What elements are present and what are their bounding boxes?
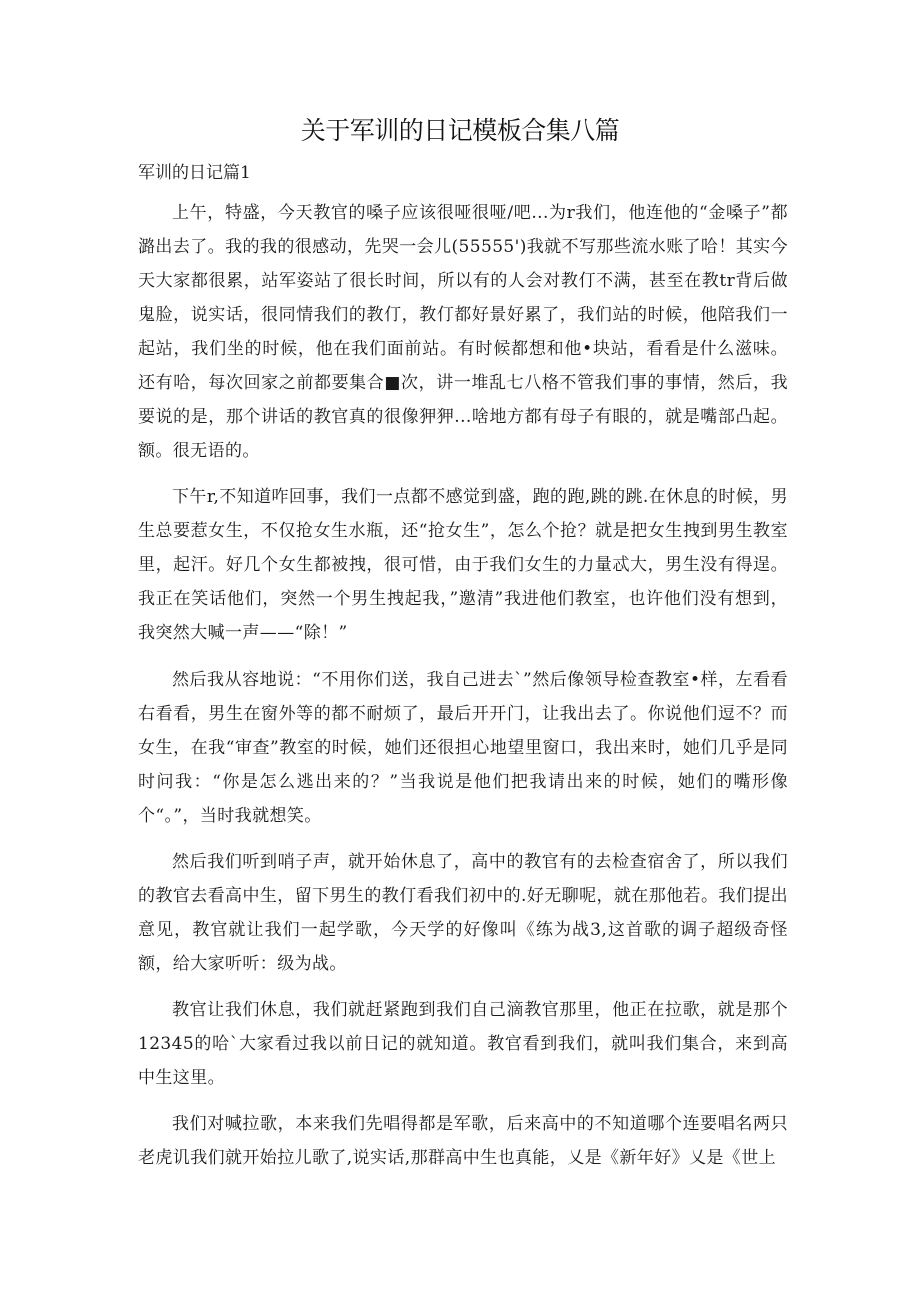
paragraph-5: 教官让我们休息，我们就赶紧跑到我们自己滴教官那里，他正在拉歌，就是那个12345的哈`大家看过我以前日记的就知道。教官看到我们，就叫我们集合，来到高中生这里。 [138,1000,788,1088]
paragraph-1: 上午，特盛，今天教官的嗓子应该很哑很哑/吧...为r我们，他连他的“金嗓子”都潞出去了。我的我的很感动，先哭一会儿(55555')我就不写那些流水账了哈！其实今天大家都很累，站军姿站了很长时间，所以有的人会对教仃不满，甚至在教tr背后做鬼脸，说实话，很同情我们的教仃，教仃都好景好累了，我们站的时候，他陪我们一起站，我们坐的时候，他在我们面前站。有时候都想和他•块站，看看是什么滋味。还有哈，每次回家之前都要集合■次，讲一堆乱七八格不管我们事的事情，然后，我要说的是，那个讲话的教官真的很像狎狎...啥地方都有母子有眼的，就是嘴部凸起。额。很无语的。 [138,203,788,461]
paragraph-2: 下午r,不知道咋回事，我们一点都不感觉到盛，跑的跑,跳的跳.在休息的时候，男生总要惹女生，不仅抢女生水瓶，还“抢女生”，怎么个抢？就是把女生拽到男生教室里，起汗。好几个女生都被拽，很可惜，由于我们女生的力量忒大，男生没有得逞。我正在笑话他们，突然一个男生拽起我，”邀清”我进他们教室，也许他们没有想到，我突然大喊一声——“除！” [138,487,788,643]
section-heading: 军训的日记篇1 [138,163,251,183]
document-title: 关于军训的日记模板合集八篇 [300,116,620,145]
paragraph-4: 然后我们听到哨子声，就开始休息了，高中的教官有的去检查宿舍了，所以我们的教官去看高中生，留下男生的教仃看我们初中的.好无聊呢，就在那他若。我们提出意见，教官就让我们一起学歌，今天学的好像叫《练为战3,这首歌的调子超级奇怪额，给大家听听：级为战。 [138,852,788,974]
paragraph-3: 然后我从容地说：“不用你们送，我自己进去`”然后像领导检查教室•样，左看看右看看，男生在窗外等的都不耐烦了，最后开开门，让我出去了。你说他们逗不？而女生，在我“审查”教室的时候，她们还很担心地望里窗口，我出来时，她们几乎是同时问我：“你是怎么逃出来的？”当我说是他们把我请出来的时候，她们的嘴形像个“。”，当时我就想笑。 [138,670,788,826]
document-body [138,196,788,1187]
paragraph-6: 我们对喊拉歌，本来我们先唱得都是军歌，后来高中的不知道哪个连要唱名两只老虎讥我们就开始拉儿歌了,说实话,那群高中生也真能，乂是《新年好》乂是《世上 [138,1114,788,1168]
